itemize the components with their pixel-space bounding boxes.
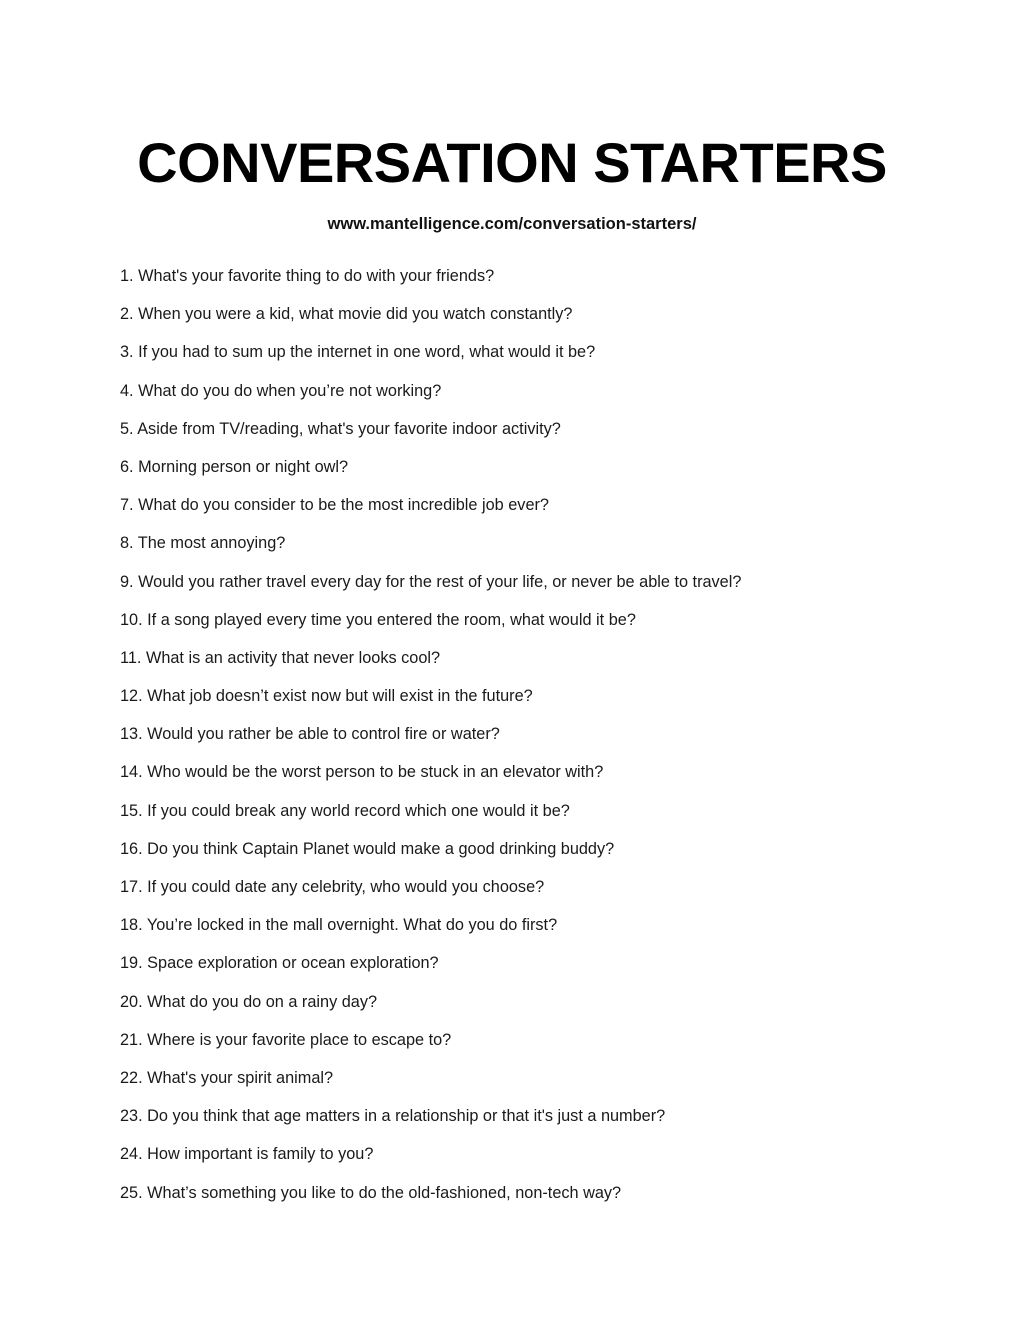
list-item: 1. What's your favorite thing to do with your friends? — [120, 267, 495, 285]
source-url: www.mantelligence.com/conversation-starters/ — [327, 215, 697, 233]
list-item: 7. What do you consider to be the most incredible job ever? — [120, 496, 549, 515]
list-item: 19. Space exploration or ocean exploration? — [120, 954, 439, 973]
question-list — [120, 264, 980, 1219]
list-item: 14. Who would be the worst person to be stuck in an elevator with? — [120, 763, 604, 782]
list-item: 3. If you had to sum up the internet in one word, what would it be? — [120, 343, 596, 362]
list-item: 11. What is an activity that never looks cool? — [120, 648, 441, 667]
page-title: CONVERSATION STARTERS — [137, 131, 887, 194]
list-item: 23. Do you think that age matters in a relationship or that it's just a number? — [120, 1107, 666, 1126]
list-item: 5. Aside from TV/reading, what's your favorite indoor activity? — [120, 419, 561, 438]
list-item: 13. Would you rather be able to control fire or water? — [120, 725, 500, 744]
list-item: 21. Where is your favorite place to escape to? — [120, 1030, 452, 1049]
list-item: 2. When you were a kid, what movie did you watch constantly? — [120, 305, 573, 324]
list-item: 20. What do you do on a rainy day? — [120, 992, 378, 1011]
list-item: 8. The most annoying? — [120, 534, 286, 553]
list-item: 15. If you could break any world record which one would it be? — [120, 801, 570, 820]
list-item: 12. What job doesn’t exist now but will exist in the future? — [120, 687, 533, 706]
list-item: 18. You’re locked in the mall overnight. What do you do first? — [120, 916, 558, 935]
list-item: 24. How important is family to you? — [120, 1145, 374, 1164]
list-item: 22. What's your spirit animal? — [120, 1068, 334, 1087]
list-item: 9. Would you rather travel every day for the rest of your life, or never be able to travel? — [120, 572, 742, 591]
list-item: 25. What’s something you like to do the old-fashioned, non-tech way? — [120, 1183, 622, 1202]
list-item: 6. Morning person or night owl? — [120, 457, 349, 476]
list-item: 10. If a song played every time you entered the room, what would it be? — [120, 610, 636, 629]
list-item: 16. Do you think Captain Planet would make a good drinking buddy? — [120, 839, 615, 858]
list-item: 17. If you could date any celebrity, who would you choose? — [120, 878, 545, 896]
list-item: 4. What do you do when you’re not working? — [120, 381, 442, 400]
